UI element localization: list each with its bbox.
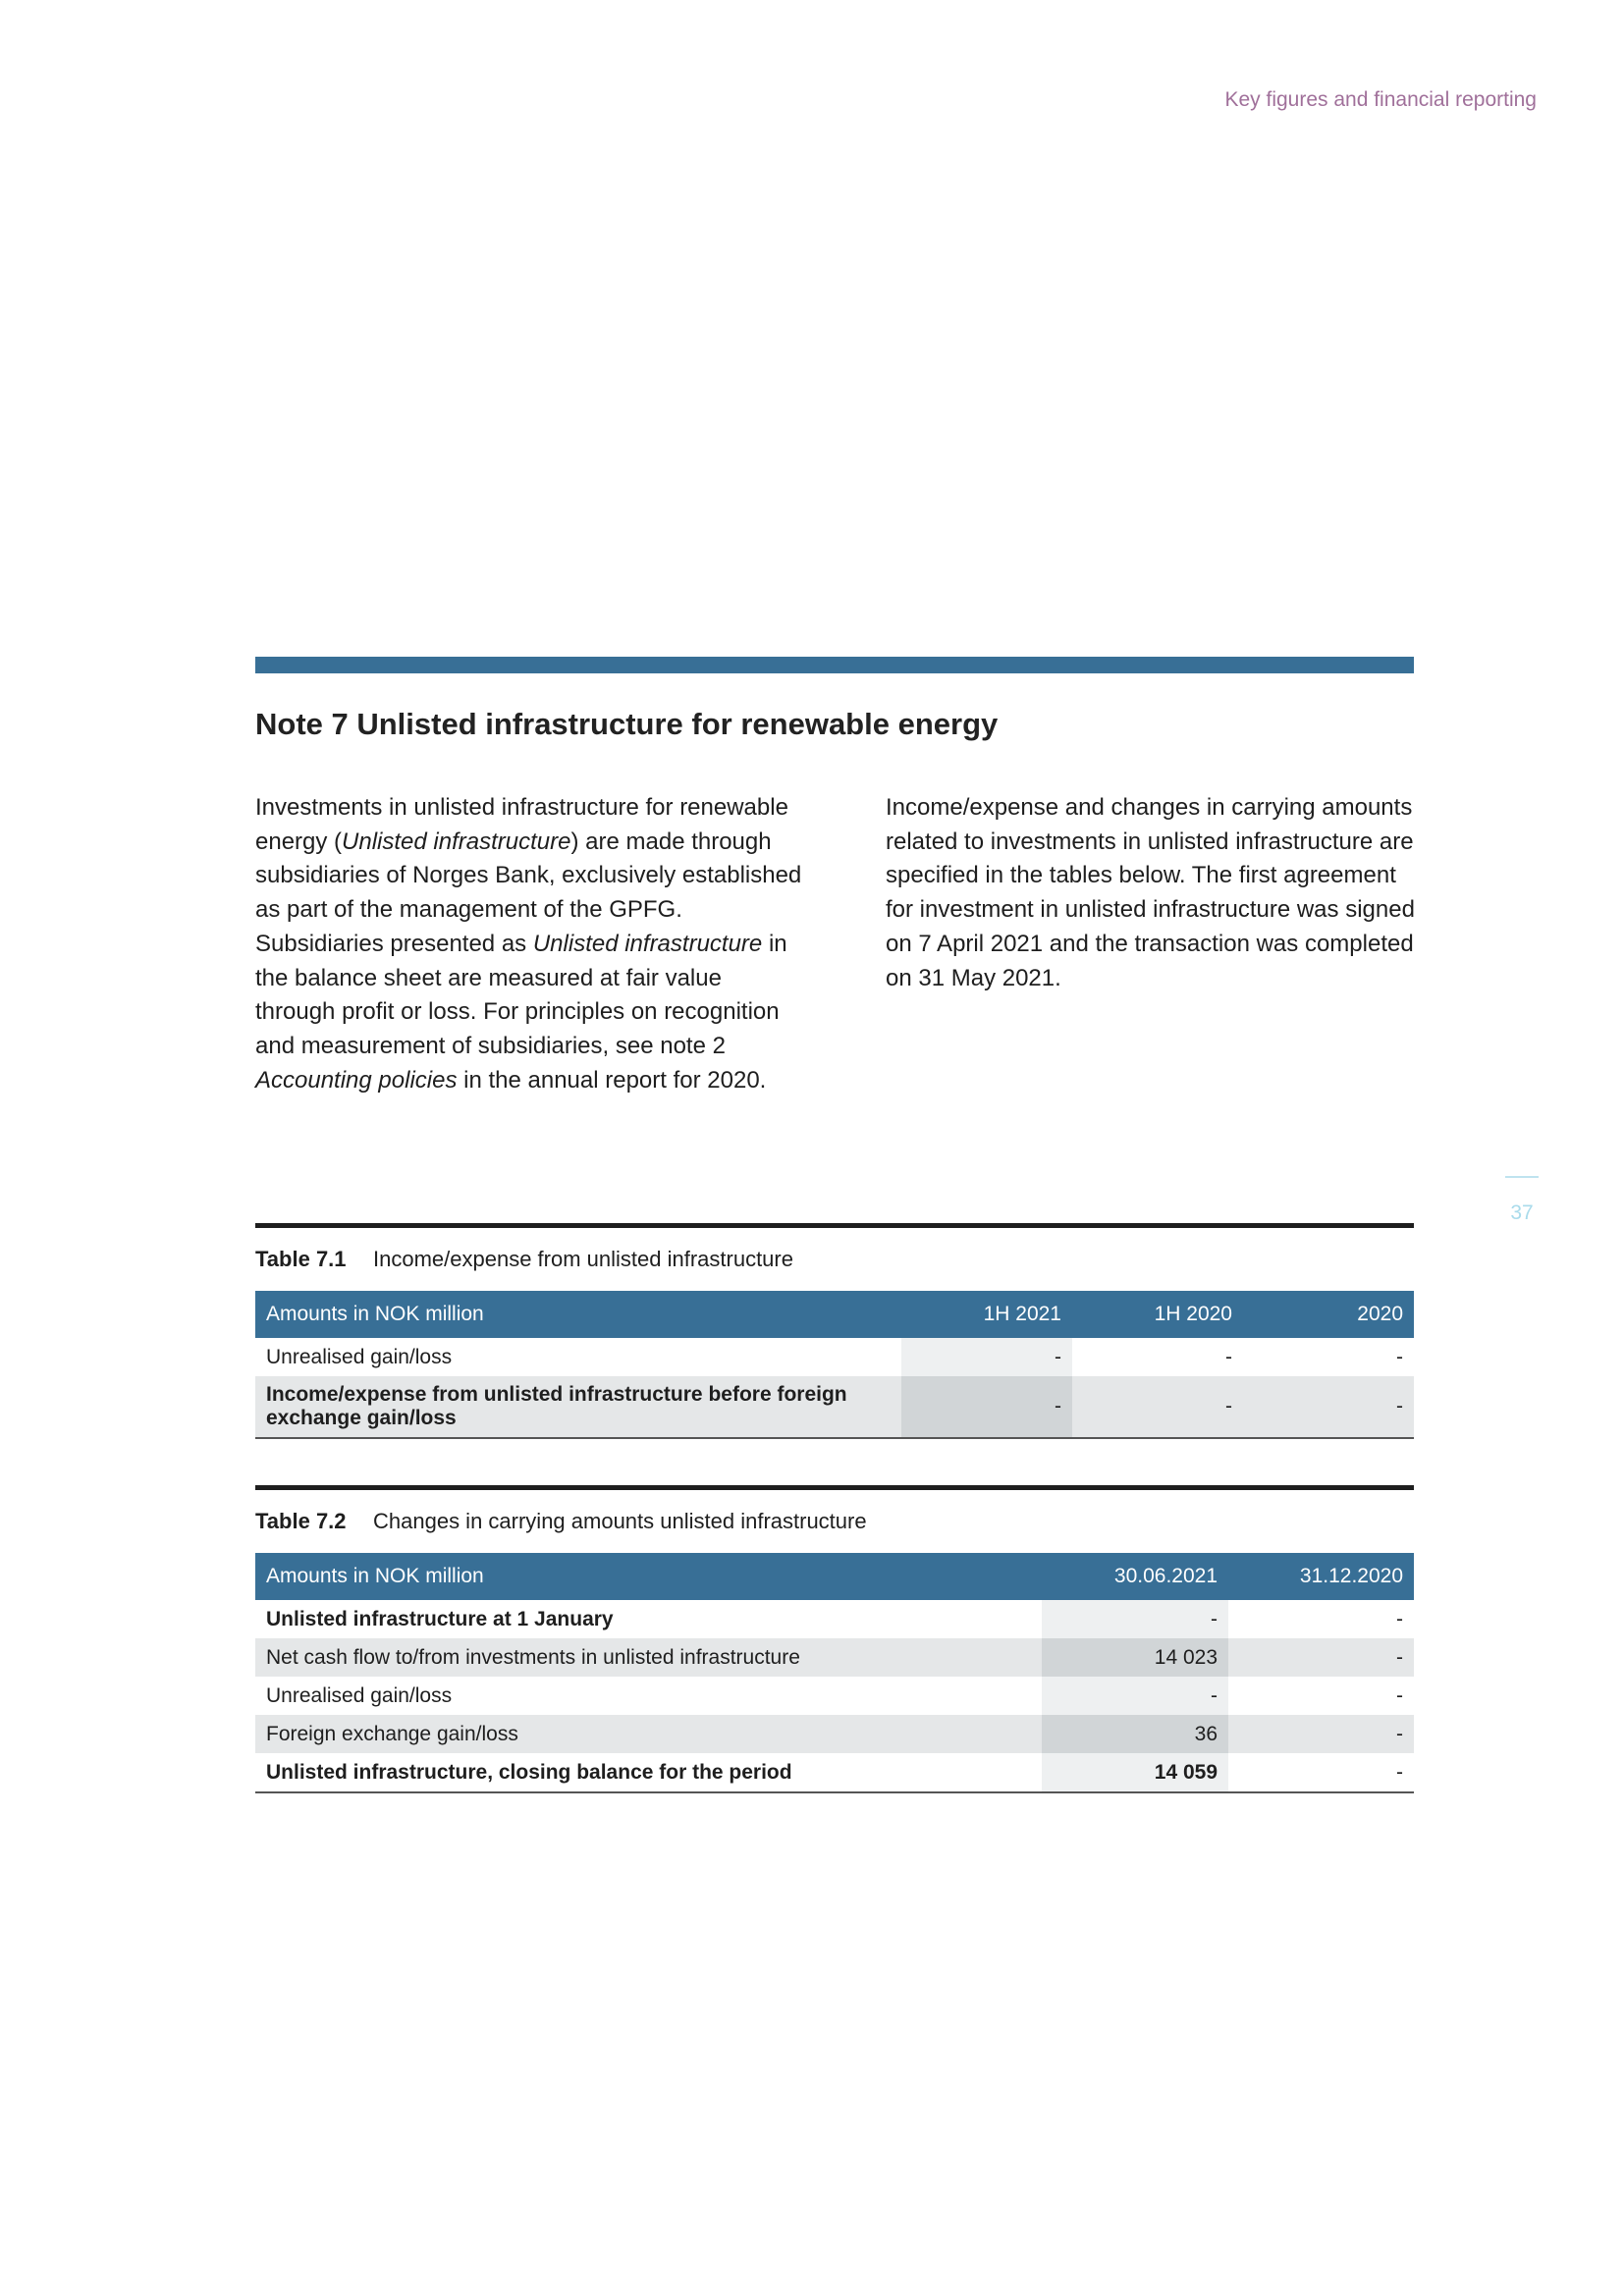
note-right-paragraph: Income/expense and changes in carrying amounts related to investments in unlisted infrastructure are specified in the tables below. The first agreement for investment in unlisted infrastructure was signed on 7 April 2021 and the transaction was completed on 31 May 2021. bbox=[886, 794, 1415, 991]
note-left-column bbox=[255, 791, 805, 1097]
column-header: 1H 2021 bbox=[901, 1291, 1072, 1338]
cell-value: - bbox=[1042, 1600, 1228, 1638]
table-number: Table 7.1 bbox=[255, 1247, 347, 1271]
note-top-bar bbox=[255, 657, 1414, 673]
row-label: Unlisted infrastructure at 1 January bbox=[255, 1600, 1042, 1638]
note-left-paragraph: Investments in unlisted infrastructure for renewable energy (Unlisted infrastructure) are made through subsidiaries of Norges Bank, exclusively established as part of the management of the GPFG. Subsidiaries presented as Unlisted infrastructure in the balance sheet are measured at fair value through profit or loss. For principles on recognition and measurement of subsidiaries, see note 2 Accounting policies in the annual report for 2020. bbox=[255, 794, 802, 1094]
table-row bbox=[255, 1338, 1414, 1376]
cell-value: - bbox=[901, 1376, 1072, 1437]
row-label: Unrealised gain/loss bbox=[255, 1338, 901, 1376]
note-title: Note 7 Unlisted infrastructure for renewable energy bbox=[255, 707, 999, 741]
table-row bbox=[255, 1638, 1414, 1677]
cell-value: 14 059 bbox=[1042, 1753, 1228, 1791]
row-label: Unrealised gain/loss bbox=[255, 1677, 1042, 1715]
page-marker-line bbox=[1505, 1176, 1539, 1178]
table-bottom-rule bbox=[255, 1437, 1414, 1439]
cell-value: - bbox=[1228, 1600, 1414, 1638]
cell-value: - bbox=[1072, 1338, 1243, 1376]
cell-value: - bbox=[901, 1338, 1072, 1376]
row-label: Income/expense from unlisted infrastructure before foreign exchange gain/loss bbox=[255, 1376, 901, 1437]
table-caption bbox=[255, 1228, 1414, 1291]
column-header: Amounts in NOK million bbox=[255, 1291, 901, 1338]
column-header: 1H 2020 bbox=[1072, 1291, 1243, 1338]
data-table bbox=[255, 1291, 1414, 1437]
table-row bbox=[255, 1600, 1414, 1638]
table-row bbox=[255, 1715, 1414, 1753]
cell-value: - bbox=[1042, 1677, 1228, 1715]
table-title: Changes in carrying amounts unlisted infrastructure bbox=[373, 1509, 867, 1533]
table-7-1 bbox=[255, 1223, 1414, 1439]
table-row bbox=[255, 1376, 1414, 1437]
cell-value: - bbox=[1228, 1753, 1414, 1791]
cell-value: - bbox=[1228, 1638, 1414, 1677]
row-label: Foreign exchange gain/loss bbox=[255, 1715, 1042, 1753]
data-table bbox=[255, 1553, 1414, 1791]
table-number: Table 7.2 bbox=[255, 1509, 347, 1533]
table-row bbox=[255, 1677, 1414, 1715]
column-header: 2020 bbox=[1243, 1291, 1414, 1338]
column-header: 31.12.2020 bbox=[1228, 1553, 1414, 1600]
table-row bbox=[255, 1753, 1414, 1791]
table-header-row bbox=[255, 1291, 1414, 1338]
row-label: Unlisted infrastructure, closing balance for the period bbox=[255, 1753, 1042, 1791]
column-header: Amounts in NOK million bbox=[255, 1553, 1042, 1600]
table-caption bbox=[255, 1490, 1414, 1553]
table-7-2 bbox=[255, 1485, 1414, 1793]
cell-value: - bbox=[1228, 1677, 1414, 1715]
note-right-column bbox=[886, 791, 1426, 995]
cell-value: 14 023 bbox=[1042, 1638, 1228, 1677]
cell-value: - bbox=[1072, 1376, 1243, 1437]
cell-value: 36 bbox=[1042, 1715, 1228, 1753]
section-header: Key figures and financial reporting bbox=[1224, 88, 1537, 111]
table-title: Income/expense from unlisted infrastructure bbox=[373, 1247, 793, 1271]
page-number: 37 bbox=[1510, 1201, 1534, 1224]
cell-value: - bbox=[1243, 1338, 1414, 1376]
column-header: 30.06.2021 bbox=[1042, 1553, 1228, 1600]
table-bottom-rule bbox=[255, 1791, 1414, 1793]
table-header-row bbox=[255, 1553, 1414, 1600]
cell-value: - bbox=[1228, 1715, 1414, 1753]
cell-value: - bbox=[1243, 1376, 1414, 1437]
row-label: Net cash flow to/from investments in unlisted infrastructure bbox=[255, 1638, 1042, 1677]
